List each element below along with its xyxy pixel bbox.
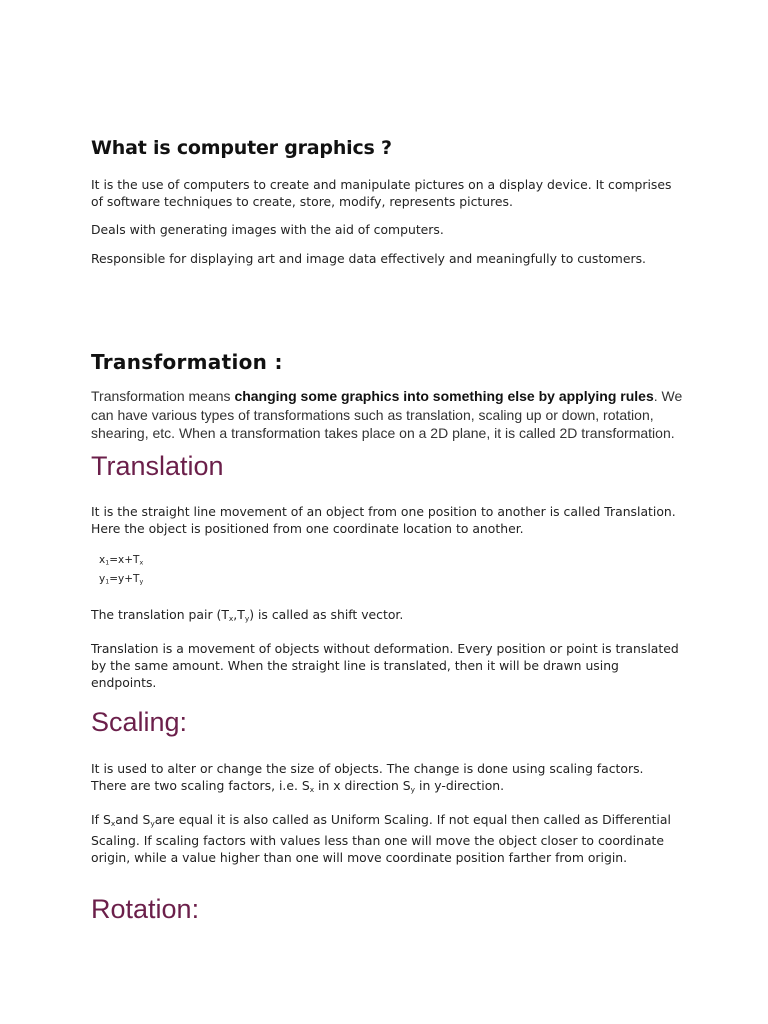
heading-translation: Translation — [91, 451, 224, 481]
formula-y1 — [99, 573, 143, 586]
heading-scaling: Scaling: — [91, 707, 188, 737]
shift-vector-end: ) is called as shift vector. — [249, 607, 404, 622]
formula-y1-lhs-sub: 1 — [105, 578, 110, 586]
scaling-p1-mid: in x direction S — [314, 778, 411, 793]
heading-transformation: Transformation : — [91, 350, 283, 374]
paragraph-cg-responsible: Responsible for displaying art and image data effectively and meaningfully to customers. — [91, 251, 646, 266]
transformation-intro-bold: changing some graphics into something else by applying rules — [234, 388, 654, 404]
scaling-p2-end: are equal it is also called as Uniform Scaling. If not equal then called as Differential Scaling. If scaling factors with values less than one will move the object closer to coordinate origin, while a value higher than one will move coordinate position farther from origin. — [91, 812, 671, 865]
transformation-intro-end: . We can have various types of transformations such as translation, scaling up or down, rotation, shearing, etc. When a transformation takes place on a 2D plane, it is called 2D transformation. — [91, 388, 683, 441]
scaling-p2-mid: and S — [115, 812, 151, 827]
scaling-p1-end: in y-direction. — [415, 778, 505, 793]
paragraph-scaling-definition — [91, 760, 681, 798]
formula-x1 — [99, 554, 143, 567]
scaling-p1-sub-y: y — [410, 784, 416, 794]
formula-x1-lhs: x — [99, 554, 106, 566]
transformation-intro-start: Transformation means — [91, 388, 235, 404]
scaling-p2-sub-x: x — [110, 818, 116, 828]
heading-rotation: Rotation: — [91, 894, 200, 924]
formula-y1-lhs: y — [99, 573, 106, 585]
formula-x1-lhs-sub: 1 — [105, 559, 110, 567]
scaling-p2-start: If S — [91, 812, 111, 827]
paragraph-translation-movement: Translation is a movement of objects without deformation. Every position or point is translated by the same amount. When the straight line is translated, then it will be drawn using endpoints. — [91, 641, 679, 690]
scaling-p2-sub-y: y — [150, 818, 155, 828]
formula-y1-rhs: =y+T — [109, 573, 140, 585]
paragraph-cg-definition: It is the use of computers to create and manipulate pictures on a display device. It comprises of software techniques to create, store, modify, represents pictures. — [91, 177, 672, 209]
paragraph-translation-definition: It is the straight line movement of an object from one position to another is called Translation. Here the object is positioned from one coordinate location to another. — [91, 504, 676, 536]
paragraph-transformation-intro — [91, 387, 691, 443]
paragraph-cg-images: Deals with generating images with the aid of computers. — [91, 222, 444, 237]
shift-vector-mid: ,T — [233, 607, 245, 622]
formula-x1-rhs-sub: x — [139, 559, 144, 567]
shift-vector-sub-y: y — [244, 613, 250, 623]
scaling-p1-sub-x: x — [309, 784, 315, 794]
paragraph-scaling-uniform — [91, 811, 681, 866]
paragraph-shift-vector — [91, 606, 681, 627]
shift-vector-start: The translation pair (T — [91, 607, 229, 622]
formula-y1-rhs-sub: y — [139, 578, 144, 586]
formula-x1-rhs: =x+T — [109, 554, 140, 566]
shift-vector-sub-x: x — [228, 613, 234, 623]
scaling-p1-start: It is used to alter or change the size of objects. The change is done using scaling factors. There are two scaling factors, i.e. S — [91, 761, 644, 793]
heading-computer-graphics: What is computer graphics ? — [91, 137, 392, 159]
